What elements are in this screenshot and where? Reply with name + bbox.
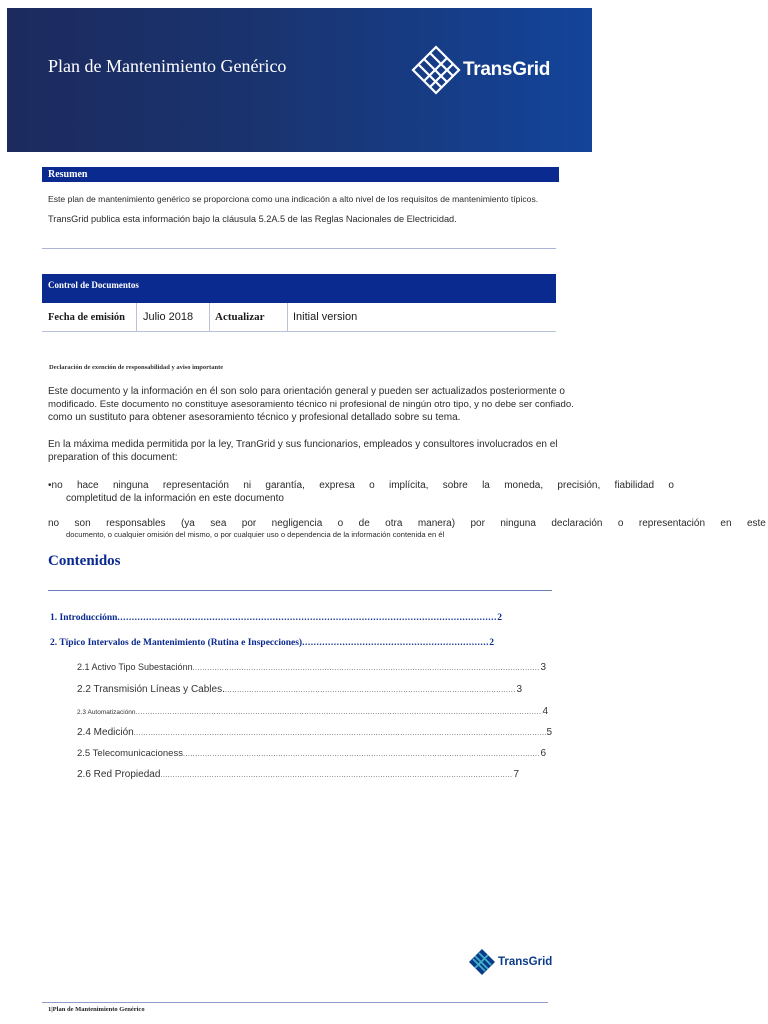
- word: precisión,: [557, 480, 601, 491]
- word: moneda,: [504, 480, 544, 491]
- word: ninguna: [112, 480, 149, 491]
- word: en: [720, 518, 732, 529]
- text-line: Este documento y la información en él son solo para orientación general y pueden ser actualizados posteriormente o: [48, 386, 565, 397]
- word: manera): [417, 518, 456, 529]
- disclaimer-bullet-1: [48, 479, 674, 505]
- word: ninguna: [500, 518, 536, 529]
- toc-entry-page: 2: [489, 638, 494, 648]
- word: •no: [48, 480, 63, 491]
- toc-leader: [117, 613, 497, 623]
- toc-entry-label: 2.5 Telecomunicacioness: [77, 748, 183, 759]
- toc-entry-page: 3: [516, 684, 522, 695]
- word: no: [48, 518, 60, 529]
- toc-entry-label: 2. Típico Intervalos de Mantenimiento (Rutina e Inspecciones): [50, 638, 303, 648]
- disclaimer-bullet-2: [48, 517, 766, 540]
- brand-logo: [411, 45, 550, 95]
- toc-entry-2-2[interactable]: [77, 684, 522, 695]
- text-line: En la máxima medida permitida por la ley, TranGrid y sus funcionarios, empleados y consultores involucrados en el: [48, 439, 558, 450]
- word: sobre: [442, 480, 468, 491]
- word: o: [668, 480, 674, 491]
- toc-entry-label: 2.2 Transmisión Líneas y Cables.: [77, 684, 225, 695]
- divider: [48, 590, 552, 591]
- disclaimer-paragraph-2: [48, 438, 558, 464]
- update-label: Actualizar: [215, 311, 265, 323]
- issue-date-value: Julio 2018: [143, 311, 194, 323]
- text-line: documento, o cualquier omisión del mismo, o por cualquier uso o dependencia de la información contenida en él: [66, 530, 445, 539]
- footer-divider: [42, 1002, 548, 1003]
- toc-entry-page: 6: [540, 748, 546, 759]
- toc-entry-page: 2: [497, 613, 502, 623]
- word: este: [746, 518, 766, 529]
- toc-leader: [136, 709, 543, 716]
- word: la: [482, 480, 490, 491]
- toc-entry-2-5[interactable]: [77, 748, 546, 759]
- toc-leader: [193, 665, 541, 672]
- word: son: [74, 518, 91, 529]
- text-line: como un sustituto para obtener asesoramiento técnico y profesional detallado sobre su tema.: [48, 412, 461, 423]
- toc-leader: [134, 730, 547, 737]
- toc-leader: [183, 751, 540, 758]
- word: representación: [162, 480, 229, 491]
- word: declaración: [551, 518, 603, 529]
- footer-logo: [468, 948, 552, 976]
- word: expresa: [319, 480, 355, 491]
- summary-line-2: TransGrid publica esta información bajo la cláusula 5.2A.5 de las Reglas Nacionales de Electricidad.: [48, 214, 457, 224]
- issue-date-label: Fecha de emisión: [48, 311, 125, 323]
- summary-heading: Resumen: [42, 167, 559, 182]
- text-line: preparation of this document:: [48, 452, 178, 463]
- disclaimer-paragraph-1: [48, 385, 574, 424]
- update-value: Initial version: [293, 311, 358, 323]
- word: fiabilidad: [614, 480, 655, 491]
- transgrid-logo-icon: [468, 948, 496, 976]
- toc-entry-label: 2.6 Red Propiedad: [77, 769, 161, 780]
- toc-entry-label: 2.3 Automatizaciónn: [77, 709, 136, 716]
- toc-entry-2-4[interactable]: [77, 727, 552, 738]
- footer-page-label: 1|Plan de Mantenimiento Genérico: [48, 1006, 145, 1013]
- summary-line-1: Este plan de mantenimiento genérico se proporciona como una indicación a alto nivel de los requisitos de mantenimiento típicos.: [48, 194, 539, 204]
- word: garantía,: [265, 480, 305, 491]
- toc-entry-2-3[interactable]: [77, 706, 548, 717]
- toc-leader: [302, 638, 489, 648]
- contents-title: Contenidos: [48, 553, 121, 569]
- toc-entry-2-1[interactable]: [77, 662, 546, 673]
- word: o: [617, 518, 624, 529]
- document-title: Plan de Mantenimiento Genérico: [48, 56, 287, 76]
- toc-entry-page: 3: [540, 662, 546, 673]
- toc-entry-label: 2.4 Medición: [77, 727, 134, 738]
- toc-entry-2[interactable]: [50, 638, 494, 648]
- footer-brand-name: TransGrid: [498, 956, 553, 968]
- header-banner: [7, 8, 592, 152]
- word: o: [337, 518, 344, 529]
- word: hace: [76, 480, 99, 491]
- divider: [42, 248, 556, 249]
- word: otra: [385, 518, 403, 529]
- word: implícita,: [388, 480, 429, 491]
- toc-entry-label: 2.1 Activo Tipo Subestaciónn: [77, 662, 193, 672]
- doc-control-heading: Control de Documentos: [42, 274, 556, 303]
- word: por: [470, 518, 485, 529]
- word: o: [369, 480, 375, 491]
- toc-entry-page: 7: [513, 769, 519, 780]
- justified-line: [48, 479, 674, 492]
- toc-entry-label: 1. Introducciónn: [50, 613, 118, 623]
- word: responsables: [106, 518, 166, 529]
- word: (ya: [180, 518, 195, 529]
- disclaimer-title: Declaración de exención de responsabilidad y aviso importante: [49, 364, 224, 371]
- toc-leader: [160, 772, 513, 779]
- word: negligencia: [271, 518, 323, 529]
- justified-line: [48, 517, 766, 530]
- text-line: modificado. Este documento no constituye asesoramiento técnico ni profesional de ningún otro tipo, y no debe ser confiado.: [48, 399, 574, 410]
- toc-entry-1[interactable]: [50, 613, 502, 623]
- toc-entry-page: 5: [546, 727, 552, 738]
- toc-entry-2-6[interactable]: [77, 769, 519, 780]
- word: por: [241, 518, 257, 529]
- brand-name: TransGrid: [463, 59, 551, 80]
- text-line: completitud de la información en este documento: [66, 493, 284, 504]
- transgrid-logo-icon: [411, 45, 461, 95]
- word: representación: [638, 518, 706, 529]
- word: ni: [243, 480, 252, 491]
- toc-leader: [225, 687, 517, 694]
- toc-entry-page: 4: [542, 706, 548, 717]
- doc-control-row: [42, 303, 556, 332]
- word: sea: [210, 518, 227, 529]
- word: de: [358, 518, 370, 529]
